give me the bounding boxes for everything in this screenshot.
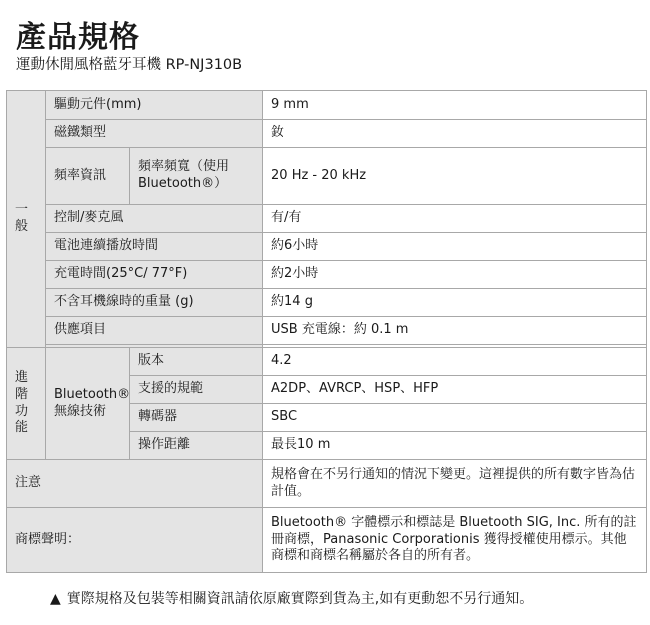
spec-value: 4.2: [263, 348, 647, 376]
spec-label: 磁鐵類型: [46, 120, 263, 148]
spec-value: A2DP、AVRCP、HSP、HFP: [263, 376, 647, 404]
table-row: [7, 460, 647, 508]
spec-table: [6, 90, 647, 573]
spec-value: 約14 g: [263, 289, 647, 317]
spec-label: 控制/麥克風: [46, 205, 263, 233]
spec-group-label: 頻率資訊: [46, 148, 130, 205]
trademark-label: 商標聲明：: [7, 508, 263, 573]
spec-group-label: Bluetooth® 無線技術: [46, 348, 130, 460]
spec-value: 約6小時: [263, 233, 647, 261]
table-row: [7, 120, 647, 148]
spec-label: 驅動元件(mm): [46, 91, 263, 120]
spec-value: 釹: [263, 120, 647, 148]
table-row: [7, 261, 647, 289]
footnote: [50, 588, 533, 608]
category-general: 一般: [7, 91, 46, 348]
spec-value: 20 Hz - 20 kHz: [263, 148, 647, 205]
spec-label: 供應項目: [46, 317, 263, 345]
spec-value: USB 充電線：約 0.1 m: [263, 317, 647, 345]
spec-label: 電池連續播放時間: [46, 233, 263, 261]
spec-label: 充電時間(25°C/ 77°F): [46, 261, 263, 289]
table-row: [7, 289, 647, 317]
spec-value: 約2小時: [263, 261, 647, 289]
spec-label: 操作距離: [130, 432, 263, 460]
triangle-up-icon: ▲: [50, 591, 61, 607]
spec-label: 不含耳機線時的重量 (g): [46, 289, 263, 317]
spec-label: 轉碼器: [130, 404, 263, 432]
product-subtitle: 運動休閒風格藍牙耳機 RP-NJ310B: [16, 57, 243, 73]
spec-label: 支援的規範: [130, 376, 263, 404]
spec-value: SBC: [263, 404, 647, 432]
notice-label: 注意: [7, 460, 263, 508]
table-row: [7, 233, 647, 261]
table-row: [7, 508, 647, 573]
spec-value: 有/有: [263, 205, 647, 233]
footnote-text: 實際規格及包裝等相關資訊請依原廠實際到貨為主,如有更動恕不另行通知。: [66, 591, 534, 607]
table-row: [7, 317, 647, 345]
table-row: [7, 148, 647, 205]
spec-label: 頻率頻寬（使用 Bluetooth®）: [130, 148, 263, 205]
table-row: [7, 348, 647, 376]
spec-label: 版本: [130, 348, 263, 376]
spec-value: 最長10 m: [263, 432, 647, 460]
page-title: 產品規格: [16, 20, 140, 55]
table-row: [7, 91, 647, 120]
notice-text: 規格會在不另行通知的情況下變更。這裡提供的所有數字皆為估計值。: [263, 460, 647, 508]
table-row: [7, 205, 647, 233]
spec-value: 9 mm: [263, 91, 647, 120]
trademark-text: Bluetooth® 字體標示和標誌是 Bluetooth SIG, Inc. 所有的註冊商標，Panasonic Corporationis 獲得授權使用標示。其他商標和商標名稱屬於各自的所有者。: [263, 508, 647, 573]
category-advanced: 進階功能: [7, 348, 46, 460]
